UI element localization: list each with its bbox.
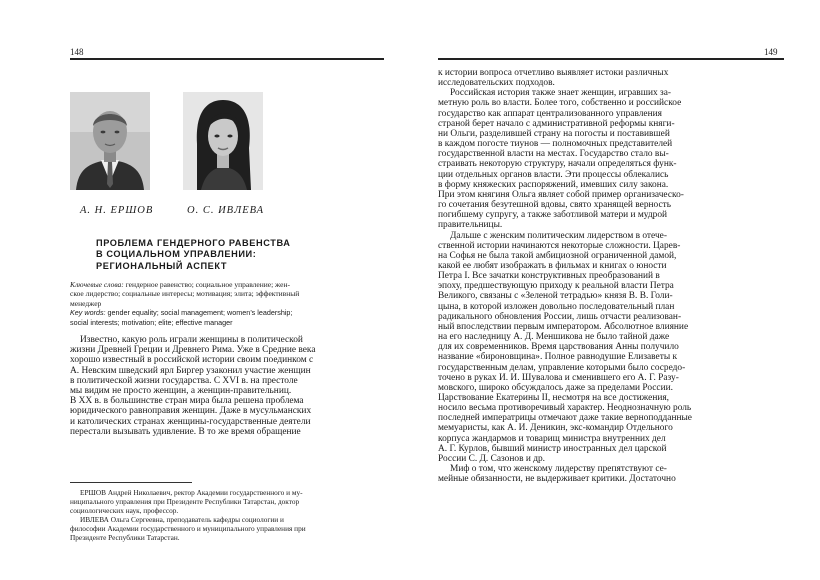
body-line: правительницы. bbox=[438, 220, 503, 231]
body-line: Известно, какую роль играли женщины в политической bbox=[80, 335, 303, 345]
body-line: к истории вопроса отчетливо выявляет истоки различных bbox=[438, 68, 669, 78]
header-rule-right bbox=[438, 58, 784, 60]
body-line: А. Невским шведский ярл Биргер узаконил участие женщин bbox=[70, 365, 311, 376]
body-line: страивать некоторую структуру, начали определяться функ- bbox=[438, 159, 677, 170]
footnotes bbox=[70, 489, 384, 542]
body-line: для их современников. Время царствования Анны получило bbox=[438, 342, 679, 353]
woman-portrait-icon bbox=[183, 92, 263, 190]
body-line: В XX в. в большинстве стран мира была решена проблема bbox=[70, 396, 304, 407]
footnote-line: ИВЛЕВА Ольга Сергеевна, преподаватель кафедры социологии и bbox=[80, 515, 284, 524]
body-line: название «бироновщина». Полное равнодушие Елизаветы к bbox=[438, 352, 678, 363]
body-line: ственной истории начинаются некоторые сложности. Царев- bbox=[438, 240, 681, 251]
body-line: Великого, связаны с «Зеленой тетрадью» князя В. В. Голи- bbox=[438, 291, 673, 302]
keywords-en-line: Key words: gender equality; social management; women’s leadership; bbox=[70, 308, 293, 318]
body-line: Российская история также знает женщин, игравших за- bbox=[450, 88, 671, 99]
body-line: страной берет начало с административной реформы княги- bbox=[438, 118, 675, 129]
footnote-rule bbox=[70, 482, 192, 483]
body-line: носило весьма противоречивый характер. Неоднозначную роль bbox=[438, 403, 692, 414]
body-text-left bbox=[70, 335, 384, 437]
body-line: мейные обязанности, не выдерживает критики. Достаточно bbox=[438, 474, 676, 485]
footnote-line: социологических наук, профессор. bbox=[70, 506, 179, 515]
footnote-line: ЕРШОВ Андрей Николаевич, ректор Академии государственного и му- bbox=[80, 489, 303, 497]
body-line: цына, в которой изложен довольно последовательный план bbox=[438, 301, 675, 312]
right-page bbox=[410, 0, 820, 580]
body-line: А. Г. Курлов, бывший министр иностранных дел царской bbox=[438, 443, 667, 454]
keywords-en-line: social interests; motivation; elite; effective manager bbox=[70, 317, 233, 327]
author-photo-ivleva bbox=[183, 92, 263, 190]
keywords-block bbox=[70, 280, 384, 327]
body-line: точено в руках И. И. Шувалова и сменившего его А. Г. Разу- bbox=[438, 372, 679, 383]
body-line: в каждом погосте тиунов — полномочных представителей bbox=[438, 139, 673, 150]
body-line: перестали вызывать удивление. В то же время обращение bbox=[70, 426, 301, 437]
header-rule-left bbox=[70, 58, 384, 60]
body-line: государственным делам, управление которыми было сосредо- bbox=[438, 362, 686, 373]
keywords-ru-label: Ключевые слова: bbox=[70, 280, 124, 289]
article-title bbox=[96, 238, 290, 272]
title-line: В СОЦИАЛЬНОМ УПРАВЛЕНИИ: bbox=[96, 249, 257, 260]
body-line: в форму княжеских распоряжений, имевших силу закона. bbox=[438, 179, 669, 190]
body-line: и католических странах женщины-государственные деятели bbox=[70, 416, 311, 427]
title-line: ПРОБЛЕМА ГЕНДЕРНОГО РАВЕНСТВА bbox=[96, 238, 291, 248]
keywords-ru-line: ское лидерство; социальные интересы; мотивация; элита; эффективный bbox=[70, 289, 300, 299]
footnote-line: философии Академии государственного и муниципального управления при bbox=[70, 524, 306, 533]
footnote-line: ниципального управления при Президенте Республики Татарстан, доктор bbox=[70, 497, 300, 506]
keywords-ru-line: Ключевые слова: гендерное равенство; социальное управление; жен- bbox=[70, 280, 290, 289]
body-line: хорошо известный в российской истории своим поединком с bbox=[70, 355, 314, 366]
body-line: метную роль во власти. Более того, собственно и российское bbox=[438, 98, 682, 109]
man-portrait-icon bbox=[70, 92, 150, 190]
body-line: на его наследницу А. Д. Меншикова не было тайной даже bbox=[438, 332, 670, 343]
body-line: ции отдельных органов власти. Эти процессы облекались bbox=[438, 169, 669, 180]
body-text-right bbox=[438, 68, 784, 484]
body-line: Петра I. Все зачатки конструктивных преобразований в bbox=[438, 271, 660, 282]
footnote-line: Президенте Республики Татарстан. bbox=[70, 533, 180, 542]
body-line: на Софья не была такой амбициозной ограниченной дамой, bbox=[438, 250, 677, 261]
body-line: ный впоследствии первым императором. Абсолютное влияние bbox=[438, 321, 689, 332]
keywords-en-label: Key words: bbox=[70, 308, 106, 318]
page-number-right: 149 bbox=[764, 47, 778, 57]
body-line: жизни Древней Греции и Древнего Рима. Уже в Средние века bbox=[70, 345, 316, 356]
body-line: государственной власти на местах. Государство стало вы- bbox=[438, 149, 669, 160]
body-line: го сочетания безутешной вдовы, свято хранящей верность bbox=[438, 200, 671, 211]
page-number-left: 148 bbox=[70, 47, 84, 57]
body-line: мы видим не просто женщин, а женщин-правительниц. bbox=[70, 386, 292, 397]
body-line: юридического равноправия женщин. Даже в мусульманских bbox=[70, 406, 312, 417]
body-line: ни Ольги, разделившей страну на погосты и поставившей bbox=[438, 128, 670, 139]
title-line: РЕГИОНАЛЬНЫЙ АСПЕКТ bbox=[96, 260, 228, 271]
body-line: Царствование Екатерины II, несмотря на все достижения, bbox=[438, 393, 670, 403]
body-line: При этом княгиня Ольга являет собой пример организаческо- bbox=[438, 189, 684, 200]
keywords-ru-line: менеджер bbox=[70, 298, 102, 308]
body-line: мемуаристы, как А. И. Деникин, экс-командир Отдельного bbox=[438, 423, 673, 434]
author-photo-ershov bbox=[70, 92, 150, 190]
body-line: Дальше с женским политическим лидерством в отече- bbox=[450, 230, 667, 241]
author-name-ershov: А. Н. ЕРШОВ bbox=[80, 205, 154, 216]
body-line: какой ее любят изображать в фильмах и книгах о юности bbox=[438, 260, 667, 271]
body-line: корпуса жандармов и товарищ министра внутренних дел bbox=[438, 433, 666, 444]
body-line: эпоху, предшествующую приходу к реальной власти Петра bbox=[438, 281, 674, 292]
body-line: радикального обновления России, лишь отчасти реализован- bbox=[438, 311, 682, 322]
body-line: России С. Д. Сазонов и др. bbox=[438, 453, 546, 464]
body-line: в политической жизни государства. С XVI в. на престоле bbox=[70, 375, 298, 386]
body-line: Миф о том, что женскому лидерству препятствуют се- bbox=[450, 464, 667, 475]
body-line: государство как аппарат централизованного управления bbox=[438, 108, 662, 119]
body-line: погибшему супругу, а также заботливой матери и мудрой bbox=[438, 210, 668, 221]
body-line: мовского, широко обсуждалось даже за пределами России. bbox=[438, 382, 673, 393]
author-name-ivleva: О. С. ИВЛЕВА bbox=[187, 205, 265, 216]
body-line: последней императрицы отмечают даже такие верноподданные bbox=[438, 413, 692, 424]
body-line: исследовательских подходов. bbox=[438, 78, 555, 89]
